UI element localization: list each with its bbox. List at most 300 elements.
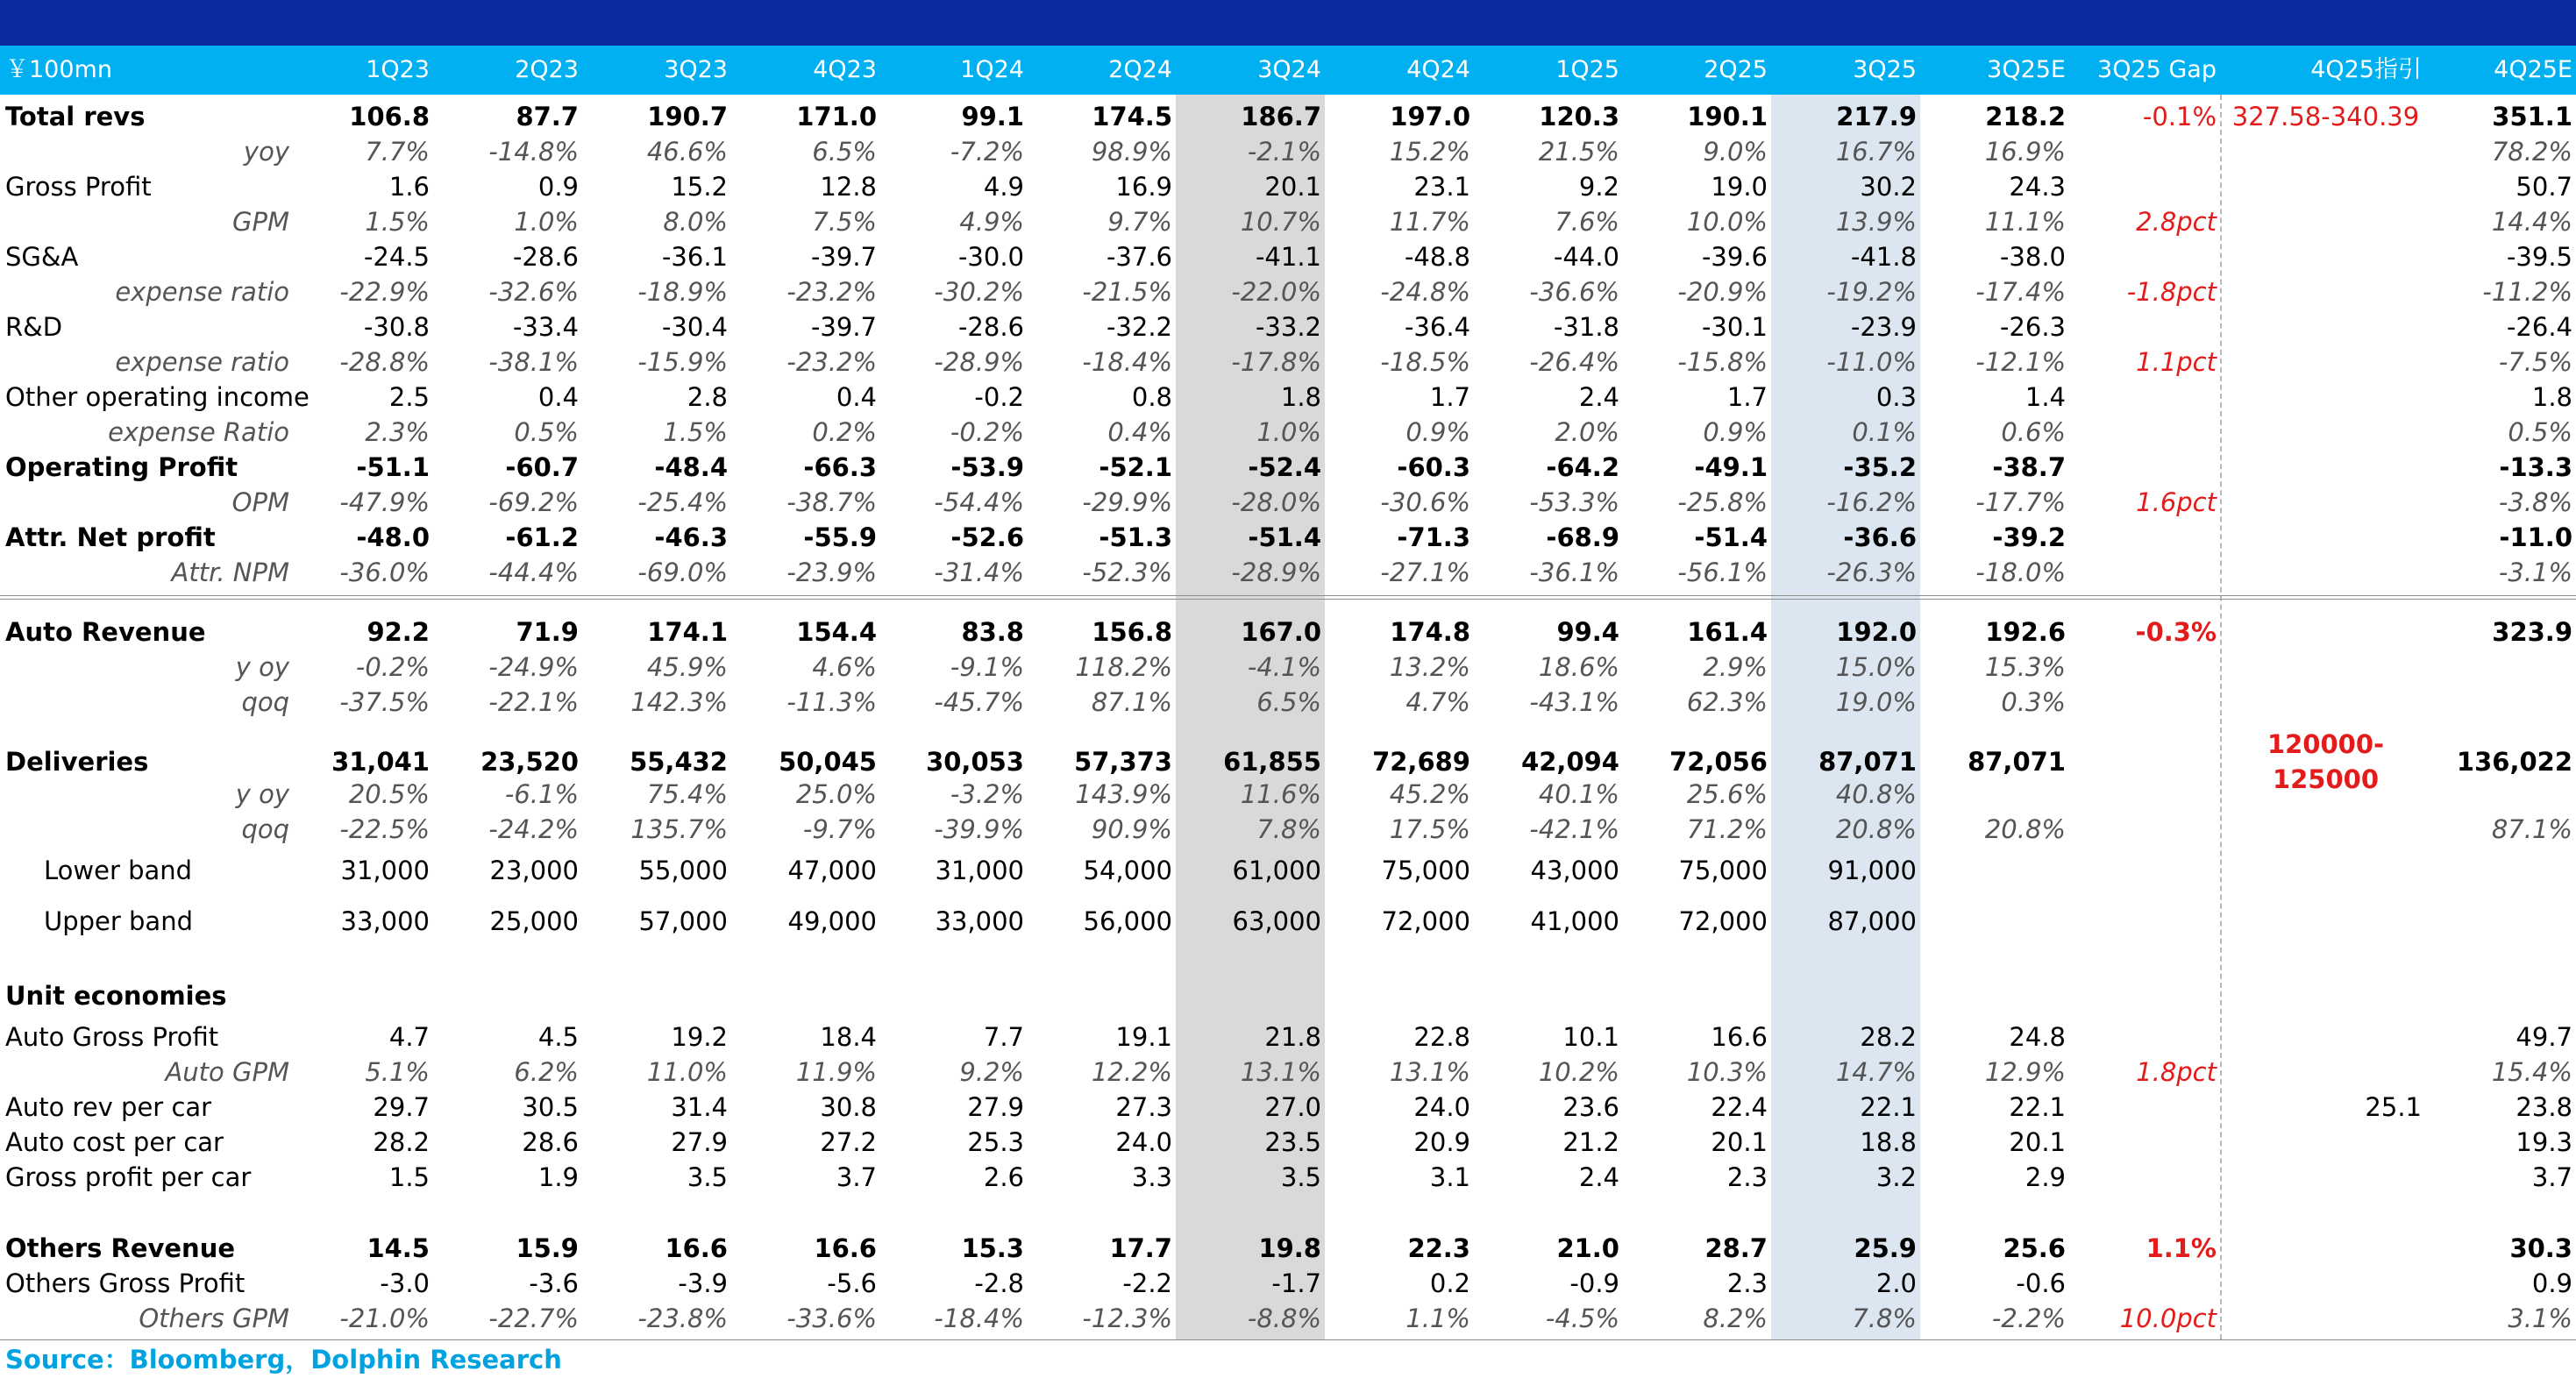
- cell-4q24: -27.1%: [1380, 558, 1470, 587]
- cell-2q25: 19.0: [1711, 172, 1768, 202]
- cell-2q24: -29.9%: [1082, 487, 1172, 517]
- cell-1q23: -21.0%: [339, 1303, 430, 1333]
- cell-4q24: -30.6%: [1380, 487, 1470, 517]
- cell-3q25: 18.8: [1860, 1127, 1917, 1157]
- cell-3q23: 57,000: [638, 906, 728, 936]
- cell-2q25: 0.9%: [1703, 417, 1768, 447]
- cell-2q23: 1.0%: [514, 207, 579, 237]
- cell-4q25e: 1.8: [2531, 382, 2572, 412]
- cell-1q24: -31.4%: [934, 558, 1024, 587]
- cell-3q25: 16.7%: [1835, 137, 1917, 167]
- cell-3q25e: 20.1: [2009, 1127, 2066, 1157]
- row-label: expense Ratio: [108, 417, 289, 447]
- cell-1q23: 2.3%: [365, 417, 430, 447]
- cell-3q23: 19.2: [671, 1022, 728, 1052]
- cell-3q25e: -12.1%: [1975, 347, 2066, 377]
- cell-1q25: 7.6%: [1555, 207, 1619, 237]
- cell-1q24: 83.8: [961, 617, 1024, 647]
- cell-1q23: 2.5: [388, 382, 430, 412]
- table-row: [0, 415, 2576, 450]
- cell-3q24: -1.7: [1271, 1268, 1321, 1298]
- cell-1q25: 42,094: [1521, 747, 1619, 777]
- cell-3q25e: -38.0: [1999, 242, 2066, 272]
- header-col-14: 4Q25E: [2494, 56, 2572, 83]
- cell-4q24: 75,000: [1381, 856, 1470, 885]
- cell-1q24: -0.2%: [950, 417, 1024, 447]
- table-row: [0, 614, 2576, 650]
- cell-4q25e: -3.8%: [2498, 487, 2572, 517]
- cell-3q23: 16.6: [665, 1233, 728, 1263]
- cell-3q25e: 24.8: [2009, 1022, 2066, 1052]
- row-label: Upper band: [44, 906, 193, 936]
- row-label: qoq: [241, 814, 289, 844]
- cell-3q25: 217.9: [1836, 102, 1917, 131]
- cell-2q24: -51.3: [1099, 522, 1172, 552]
- cell-2q25: 190.1: [1687, 102, 1768, 131]
- cell-1q24: 25.3: [967, 1127, 1024, 1157]
- cell-2q23: -33.4: [512, 312, 579, 342]
- cell-2q24: 90.9%: [1091, 814, 1172, 844]
- cell-4q25e: 0.5%: [2508, 417, 2572, 447]
- cell-4q24: 1.7: [1429, 382, 1470, 412]
- row-label: Others GPM: [139, 1303, 289, 1333]
- cell-4q24: 197.0: [1390, 102, 1470, 131]
- cell-4q23: 6.5%: [812, 137, 877, 167]
- cell-1q23: 33,000: [340, 906, 430, 936]
- table-row: [0, 344, 2576, 380]
- cell-2q24: 143.9%: [1075, 779, 1172, 809]
- cell-3q25: -36.6: [1843, 522, 1917, 552]
- cell-2q25: 72,056: [1669, 747, 1768, 777]
- cell-3q24: 7.8%: [1256, 814, 1321, 844]
- table-row: [0, 978, 2576, 1013]
- cell-2q24: 17.7: [1109, 1233, 1172, 1263]
- cell-2q25: 8.2%: [1703, 1303, 1768, 1333]
- cell-4q23: 12.8: [820, 172, 877, 202]
- cell-4q23: 27.2: [820, 1127, 877, 1157]
- table-row: [0, 99, 2576, 134]
- cell-4q23: -23.9%: [786, 558, 877, 587]
- cell-3q24: -41.1: [1255, 242, 1321, 272]
- cell-3q25-gap: 1.1%: [2145, 1233, 2217, 1263]
- cell-4q25e: 136,022: [2456, 747, 2572, 777]
- cell-1q25: 10.1: [1562, 1022, 1619, 1052]
- cell-4q23: 18.4: [820, 1022, 877, 1052]
- cell-3q23: 190.7: [647, 102, 728, 131]
- cell-2q23: 0.9: [537, 172, 579, 202]
- cell-4q24: -48.8: [1404, 242, 1470, 272]
- cell-1q23: 20.5%: [348, 779, 430, 809]
- cell-1q23: -48.0: [356, 522, 430, 552]
- cell-3q25e: 0.3%: [2001, 687, 2066, 717]
- cell-1q25: 99.4: [1556, 617, 1619, 647]
- table-row: [0, 1090, 2576, 1125]
- cell-1q24: -39.9%: [934, 814, 1024, 844]
- row-label: expense ratio: [115, 277, 289, 307]
- cell-1q24: -53.9: [950, 452, 1024, 482]
- cell-2q24: -32.2: [1106, 312, 1172, 342]
- header-col-4: 1Q24: [960, 56, 1024, 83]
- cell-3q25: 87,000: [1827, 906, 1917, 936]
- cell-3q24: -2.1%: [1247, 137, 1321, 167]
- cell-2q25: -49.1: [1694, 452, 1768, 482]
- cell-3q25: 15.0%: [1835, 652, 1917, 682]
- cell-3q25-gap: 1.1pct: [2136, 347, 2217, 377]
- cell-3q25-gap: 1.8pct: [2136, 1057, 2217, 1087]
- cell-4q24: 72,689: [1372, 747, 1470, 777]
- cell-2q23: 0.4: [537, 382, 579, 412]
- cell-3q25: -19.2%: [1826, 277, 1917, 307]
- header-col-11: 3Q25E: [1987, 56, 2066, 83]
- cell-3q25e: -39.2: [1992, 522, 2066, 552]
- cell-2q25: 2.9%: [1703, 652, 1768, 682]
- row-label: y oy: [235, 652, 289, 682]
- cell-2q25: -39.6: [1701, 242, 1768, 272]
- cell-3q25: 25.9: [1854, 1233, 1917, 1263]
- table-row: [0, 380, 2576, 415]
- cell-1q23: 1.5: [388, 1162, 430, 1192]
- cell-3q23: -25.4%: [637, 487, 728, 517]
- cell-2q23: -14.8%: [488, 137, 579, 167]
- row-label: Operating Profit: [5, 452, 238, 482]
- cell-2q23: -3.6: [529, 1268, 579, 1298]
- cell-3q24: 167.0: [1241, 617, 1321, 647]
- cell-4q23: 16.6: [814, 1233, 877, 1263]
- cell-1q24: 9.2%: [959, 1057, 1024, 1087]
- cell-2q23: 15.9: [516, 1233, 579, 1263]
- cell-4q24: 174.8: [1390, 617, 1470, 647]
- cell-3q23: 142.3%: [630, 687, 728, 717]
- cell-1q25: 9.2: [1578, 172, 1619, 202]
- cell-3q24: 3.5: [1280, 1162, 1321, 1192]
- row-label: Gross profit per car: [5, 1162, 252, 1192]
- cell-1q25: -68.9: [1546, 522, 1619, 552]
- source-note: Source：Bloomberg，Dolphin Research: [5, 1345, 562, 1374]
- cell-4q24: 20.9: [1413, 1127, 1470, 1157]
- cell-3q24: 11.6%: [1240, 779, 1321, 809]
- table-row: [0, 274, 2576, 309]
- cell-1q25: 120.3: [1539, 102, 1619, 131]
- cell-4q25e: -11.0: [2499, 522, 2572, 552]
- header-col-0: 1Q23: [366, 56, 430, 83]
- cell-2q24: 56,000: [1083, 906, 1172, 936]
- cell-4q23: -39.7: [810, 242, 877, 272]
- table-row: [0, 309, 2576, 344]
- header-unit: ￥100mn: [5, 56, 112, 83]
- cell-3q25e: 25.6: [2003, 1233, 2066, 1263]
- cell-3q23: 15.2: [671, 172, 728, 202]
- cell-2q23: -44.4%: [488, 558, 579, 587]
- cell-1q24: 4.9%: [959, 207, 1024, 237]
- cell-1q23: 106.8: [349, 102, 430, 131]
- cell-3q23: -69.0%: [637, 558, 728, 587]
- row-label: GPM: [232, 207, 289, 237]
- cell-3q25: 0.1%: [1852, 417, 1917, 447]
- cell-3q25e: -0.6: [2016, 1268, 2066, 1298]
- cell-3q23: -48.4: [654, 452, 728, 482]
- cell-2q24: 54,000: [1083, 856, 1172, 885]
- cell-1q23: -30.8: [363, 312, 430, 342]
- cell-4q25指引: 120000-125000: [2266, 729, 2385, 794]
- cell-4q25e: 19.3: [2516, 1127, 2572, 1157]
- row-label: Others Revenue: [5, 1233, 236, 1263]
- cell-3q25: -26.3%: [1826, 558, 1917, 587]
- cell-4q25e: 323.9: [2492, 617, 2572, 647]
- cell-4q23: 4.6%: [812, 652, 877, 682]
- cell-1q23: 1.5%: [365, 207, 430, 237]
- cell-2q23: 28.6: [522, 1127, 579, 1157]
- cell-3q25: 87,071: [1818, 747, 1917, 777]
- row-label: expense ratio: [115, 347, 289, 377]
- cell-4q25e: 0.9: [2531, 1268, 2572, 1298]
- cell-2q24: 118.2%: [1075, 652, 1172, 682]
- cell-2q24: -21.5%: [1082, 277, 1172, 307]
- cell-3q25-gap: -1.8pct: [2126, 277, 2217, 307]
- cell-3q23: 1.5%: [663, 417, 728, 447]
- cell-1q25: -43.1%: [1529, 687, 1619, 717]
- cell-2q25: 16.6: [1711, 1022, 1768, 1052]
- cell-4q23: 47,000: [787, 856, 877, 885]
- cell-4q25e: -3.1%: [2498, 558, 2572, 587]
- header-col-8: 1Q25: [1555, 56, 1619, 83]
- cell-1q23: -22.5%: [339, 814, 430, 844]
- cell-1q23: 4.7: [388, 1022, 430, 1052]
- cell-2q24: -2.2: [1122, 1268, 1172, 1298]
- cell-3q24: 27.0: [1264, 1092, 1321, 1122]
- cell-2q24: 3.3: [1131, 1162, 1172, 1192]
- cell-3q25: -11.0%: [1826, 347, 1917, 377]
- table-row: [0, 853, 2576, 888]
- cell-3q24: -17.8%: [1231, 347, 1321, 377]
- cell-4q23: -23.2%: [786, 277, 877, 307]
- cell-1q23: 1.6: [388, 172, 430, 202]
- cell-2q23: -28.6: [512, 242, 579, 272]
- cell-1q23: 29.7: [373, 1092, 430, 1122]
- cell-1q25: -36.1%: [1529, 558, 1619, 587]
- cell-4q25e: -13.3: [2499, 452, 2572, 482]
- cell-4q23: 171.0: [796, 102, 877, 131]
- cell-3q25e: 12.9%: [1984, 1057, 2066, 1087]
- cell-4q25e: -39.5: [2506, 242, 2572, 272]
- cell-2q24: -52.3%: [1082, 558, 1172, 587]
- cell-2q24: 19.1: [1115, 1022, 1172, 1052]
- cell-1q25: -53.3%: [1529, 487, 1619, 517]
- cell-4q24: 13.1%: [1389, 1057, 1470, 1087]
- cell-1q24: 7.7: [983, 1022, 1024, 1052]
- row-label: Attr. NPM: [171, 558, 289, 587]
- cell-3q23: -18.9%: [637, 277, 728, 307]
- cell-2q25: 22.4: [1711, 1092, 1768, 1122]
- cell-3q25: 20.8%: [1835, 814, 1917, 844]
- cell-3q24: -33.2: [1255, 312, 1321, 342]
- cell-4q23: 50,045: [779, 747, 877, 777]
- cell-1q24: 27.9: [967, 1092, 1024, 1122]
- cell-2q25: 20.1: [1711, 1127, 1768, 1157]
- cell-4q24: 0.9%: [1405, 417, 1470, 447]
- cell-2q23: -22.1%: [488, 687, 579, 717]
- cell-3q25e: 22.1: [2009, 1092, 2066, 1122]
- cell-4q23: -23.2%: [786, 347, 877, 377]
- cell-3q24: -52.4: [1248, 452, 1321, 482]
- cell-3q25: 192.0: [1836, 617, 1917, 647]
- cell-2q23: -38.1%: [488, 347, 579, 377]
- cell-3q25e: 218.2: [1985, 102, 2066, 131]
- cell-2q23: -24.9%: [488, 652, 579, 682]
- table-row: [0, 1019, 2576, 1055]
- cell-4q24: 17.5%: [1389, 814, 1470, 844]
- cell-3q25-gap: 2.8pct: [2136, 207, 2217, 237]
- row-label: yoy: [243, 137, 289, 167]
- cell-3q23: -46.3: [654, 522, 728, 552]
- cell-3q23: 2.8: [687, 382, 728, 412]
- cell-2q24: 12.2%: [1091, 1057, 1172, 1087]
- cell-3q24: 1.0%: [1256, 417, 1321, 447]
- row-label: R&D: [5, 312, 63, 342]
- cell-2q24: 27.3: [1115, 1092, 1172, 1122]
- cell-4q23: 0.4: [836, 382, 877, 412]
- cell-2q23: -22.7%: [488, 1303, 579, 1333]
- cell-2q24: -52.1: [1099, 452, 1172, 482]
- cell-2q23: 25,000: [489, 906, 579, 936]
- row-label: y oy: [235, 779, 289, 809]
- cell-3q24: 1.8: [1280, 382, 1321, 412]
- cell-1q24: 33,000: [935, 906, 1024, 936]
- cell-3q24: 61,000: [1232, 856, 1321, 885]
- cell-1q24: -9.1%: [950, 652, 1024, 682]
- cell-4q23: -55.9: [803, 522, 877, 552]
- table-row: [0, 1160, 2576, 1195]
- cell-4q23: 7.5%: [812, 207, 877, 237]
- cell-2q25: 1.7: [1726, 382, 1768, 412]
- row-label: Unit economies: [5, 981, 227, 1011]
- cell-1q23: 92.2: [366, 617, 430, 647]
- cell-3q23: -30.4: [661, 312, 728, 342]
- row-label: Other operating income: [5, 382, 310, 412]
- cell-3q25: 28.2: [1860, 1022, 1917, 1052]
- cell-1q23: -24.5: [363, 242, 430, 272]
- cell-4q24: 13.2%: [1389, 652, 1470, 682]
- cell-4q25e: -7.5%: [2498, 347, 2572, 377]
- cell-2q24: 16.9: [1115, 172, 1172, 202]
- cell-3q25: -23.9: [1850, 312, 1917, 342]
- cell-1q24: -2.8: [974, 1268, 1024, 1298]
- table-row: [0, 555, 2576, 590]
- cell-4q24: 45.2%: [1389, 779, 1470, 809]
- cell-4q25e: 78.2%: [2491, 137, 2572, 167]
- cell-2q23: -69.2%: [488, 487, 579, 517]
- cell-1q25: -0.9: [1569, 1268, 1619, 1298]
- cell-1q24: 99.1: [961, 102, 1024, 131]
- cell-2q25: 161.4: [1687, 617, 1768, 647]
- cell-3q25: 13.9%: [1835, 207, 1917, 237]
- cell-1q24: 15.3: [961, 1233, 1024, 1263]
- table-row: [0, 1055, 2576, 1090]
- cell-1q24: -45.7%: [934, 687, 1024, 717]
- cell-3q25e: 0.6%: [2001, 417, 2066, 447]
- cell-2q25: 75,000: [1678, 856, 1768, 885]
- cell-2q23: -6.1%: [504, 779, 579, 809]
- cell-3q23: 31.4: [671, 1092, 728, 1122]
- cell-4q23: -11.3%: [786, 687, 877, 717]
- cell-1q25: 21.2: [1562, 1127, 1619, 1157]
- cell-4q24: 4.7%: [1405, 687, 1470, 717]
- cell-3q23: -23.8%: [637, 1303, 728, 1333]
- cell-1q25: 10.2%: [1538, 1057, 1619, 1087]
- cell-3q23: -36.1: [661, 242, 728, 272]
- row-label: OPM: [231, 487, 289, 517]
- cell-4q24: 15.2%: [1389, 137, 1470, 167]
- cell-1q25: 41,000: [1530, 906, 1619, 936]
- header-col-9: 2Q25: [1704, 56, 1768, 83]
- cell-1q25: -36.6%: [1529, 277, 1619, 307]
- cell-4q24: 23.1: [1413, 172, 1470, 202]
- cell-1q23: -28.8%: [339, 347, 430, 377]
- cell-2q25: 71.2%: [1686, 814, 1768, 844]
- cell-1q24: 31,000: [935, 856, 1024, 885]
- cell-3q23: 46.6%: [646, 137, 728, 167]
- cell-1q23: -3.0: [380, 1268, 430, 1298]
- cell-3q25: 19.0%: [1835, 687, 1917, 717]
- cell-4q23: 154.4: [796, 617, 877, 647]
- cell-1q25: -26.4%: [1529, 347, 1619, 377]
- cell-3q25: 0.3: [1875, 382, 1917, 412]
- cell-1q23: 5.1%: [365, 1057, 430, 1087]
- table-row: [0, 1301, 2576, 1336]
- header-col-1: 2Q23: [515, 56, 579, 83]
- cell-3q25-gap: 10.0pct: [2119, 1303, 2217, 1333]
- cell-4q23: -33.6%: [786, 1303, 877, 1333]
- cell-3q24: 13.1%: [1240, 1057, 1321, 1087]
- cell-1q25: 2.4: [1578, 382, 1619, 412]
- cell-1q23: 14.5: [366, 1233, 430, 1263]
- cell-3q25: 30.2: [1860, 172, 1917, 202]
- cell-2q24: 87.1%: [1091, 687, 1172, 717]
- row-label: Auto rev per car: [5, 1092, 212, 1122]
- table-row: [0, 485, 2576, 520]
- cell-1q24: -52.6: [950, 522, 1024, 552]
- cell-3q23: 3.5: [687, 1162, 728, 1192]
- cell-4q25e: -26.4: [2506, 312, 2572, 342]
- table-row: [0, 1266, 2576, 1301]
- cell-2q23: 71.9: [516, 617, 579, 647]
- cell-3q25e: 2.9: [2025, 1162, 2066, 1192]
- cell-3q23: 8.0%: [663, 207, 728, 237]
- cell-3q24: 20.1: [1264, 172, 1321, 202]
- cell-3q25e: 24.3: [2009, 172, 2066, 202]
- row-label: Auto GPM: [165, 1057, 289, 1087]
- cell-4q23: 0.2%: [812, 417, 877, 447]
- cell-2q24: 9.7%: [1107, 207, 1172, 237]
- cell-4q25e: 30.3: [2509, 1233, 2572, 1263]
- cell-2q23: 4.5: [537, 1022, 579, 1052]
- cell-1q25: 40.1%: [1538, 779, 1619, 809]
- cell-4q24: 11.7%: [1389, 207, 1470, 237]
- table-row: [0, 685, 2576, 720]
- cell-3q25: 2.0: [1875, 1268, 1917, 1298]
- cell-1q24: -18.4%: [934, 1303, 1024, 1333]
- cell-3q24: 61,855: [1223, 747, 1321, 777]
- table-row: [0, 650, 2576, 685]
- cell-3q23: 174.1: [647, 617, 728, 647]
- cell-3q23: 55,432: [630, 747, 728, 777]
- cell-2q23: 23,000: [489, 856, 579, 885]
- cell-2q25: 9.0%: [1703, 137, 1768, 167]
- cell-3q24: 186.7: [1241, 102, 1321, 131]
- cell-1q25: 43,000: [1530, 856, 1619, 885]
- cell-4q23: -5.6: [827, 1268, 877, 1298]
- cell-4q24: 22.8: [1413, 1022, 1470, 1052]
- cell-3q23: 135.7%: [630, 814, 728, 844]
